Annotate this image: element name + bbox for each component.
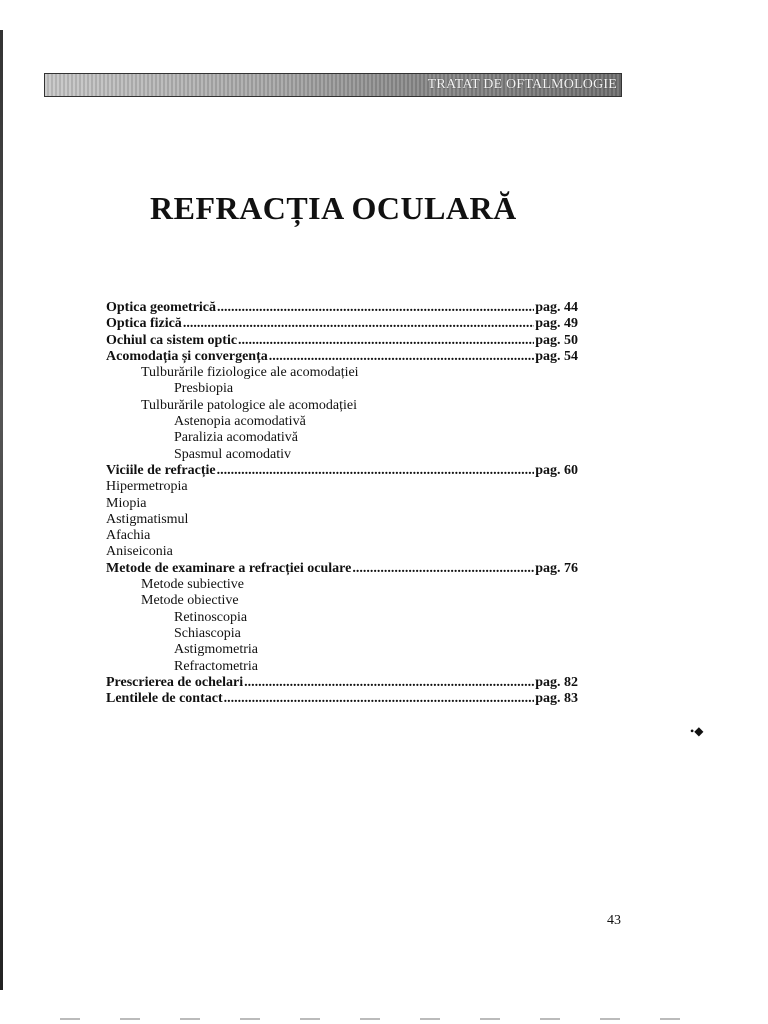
toc-entry [106,561,578,577]
toc-dot-leader [224,691,535,707]
toc-subentry [106,447,578,463]
toc-entry-label: Viciile de refracție [106,462,216,478]
toc-entry-page: pag. 49 [535,316,578,332]
toc-subentry [106,577,578,593]
toc-entry-label: Ochiul ca sistem optic [106,332,238,348]
chapter-title: REFRACȚIA OCULARĂ [150,190,517,226]
scan-edge-artifact [60,1018,710,1020]
toc-entry-label: Astigmatismul [106,511,189,527]
toc-subentry [106,381,578,397]
toc-entry [106,675,578,691]
toc-dot-leader [183,316,534,332]
toc-subentry [106,365,578,381]
toc-subentry [106,398,578,414]
toc-entry-label: Optica geometrică [106,300,217,315]
toc-entry-label: Prescrierea de ochelari [106,674,244,690]
toc-subentry [106,593,578,609]
toc-entry-label: Astenopia acomodativă [174,414,306,430]
toc-subentry [106,642,578,658]
toc-entry-page: pag. 83 [535,691,578,707]
toc-dot-leader [352,561,534,577]
page-edge-shadow [0,30,3,990]
page-number: 43 [607,913,621,928]
toc-entry-label: Refractometria [174,658,258,674]
toc-entry [106,349,578,365]
toc-entry-label: Tulburările fiziologice ale acomodației [141,365,359,381]
toc-subentry [106,528,578,544]
toc-entry-label: Spasmul acomodativ [174,446,292,462]
toc-entry-page: pag. 60 [535,462,578,478]
toc-entry-label: Afachia [106,528,151,544]
toc-entry-label: Astigmometria [174,642,258,658]
toc-entry-label: Metode de examinare a refracției oculare [106,560,352,576]
toc-entry [106,316,578,332]
toc-entry-label: Paralizia acomodativă [174,430,298,446]
toc-entry [106,300,578,316]
toc-subentry [106,430,578,446]
toc-subentry [106,659,578,675]
toc-entry-label: Lentilele de contact [106,691,223,707]
toc-entry-page: pag. 44 [535,300,578,315]
toc-subentry [106,496,578,512]
toc-entry [106,691,578,707]
toc-entry-label: Miopia [106,495,147,511]
toc-entry-label: Presbiopia [174,381,234,397]
toc-entry-label: Hipermetropia [106,479,188,495]
toc-subentry [106,479,578,495]
toc-dot-leader [217,300,534,316]
toc-dot-leader [269,349,534,365]
scan-mark-icon: •◆ [690,724,704,738]
toc-subentry [106,512,578,528]
table-of-contents [106,300,578,707]
running-head-band [44,73,622,97]
toc-entry-page: pag. 54 [535,348,578,364]
toc-entry-page: pag. 50 [535,332,578,348]
toc-entry-label: Metode subiective [141,577,245,593]
toc-entry-label: Acomodația și convergența [106,348,268,364]
toc-entry-label: Metode obiective [141,593,239,609]
toc-entry-label: Aniseiconia [106,544,173,560]
toc-entry [106,463,578,479]
toc-subentry [106,610,578,626]
toc-subentry [106,414,578,430]
toc-dot-leader [244,675,534,691]
toc-entry-page: pag. 76 [535,560,578,576]
toc-dot-leader [238,333,534,349]
toc-entry [106,333,578,349]
toc-subentry [106,626,578,642]
running-head: TRATAT DE OFTALMOLOGIE [427,77,617,92]
toc-dot-leader [217,463,535,479]
toc-entry-label: Retinoscopia [174,609,248,625]
toc-subentry [106,544,578,560]
toc-entry-label: Schiascopia [174,625,241,641]
toc-entry-page: pag. 82 [535,674,578,690]
toc-entry-label: Tulburările patologice ale acomodației [141,397,358,413]
toc-entry-label: Optica fizică [106,316,182,332]
